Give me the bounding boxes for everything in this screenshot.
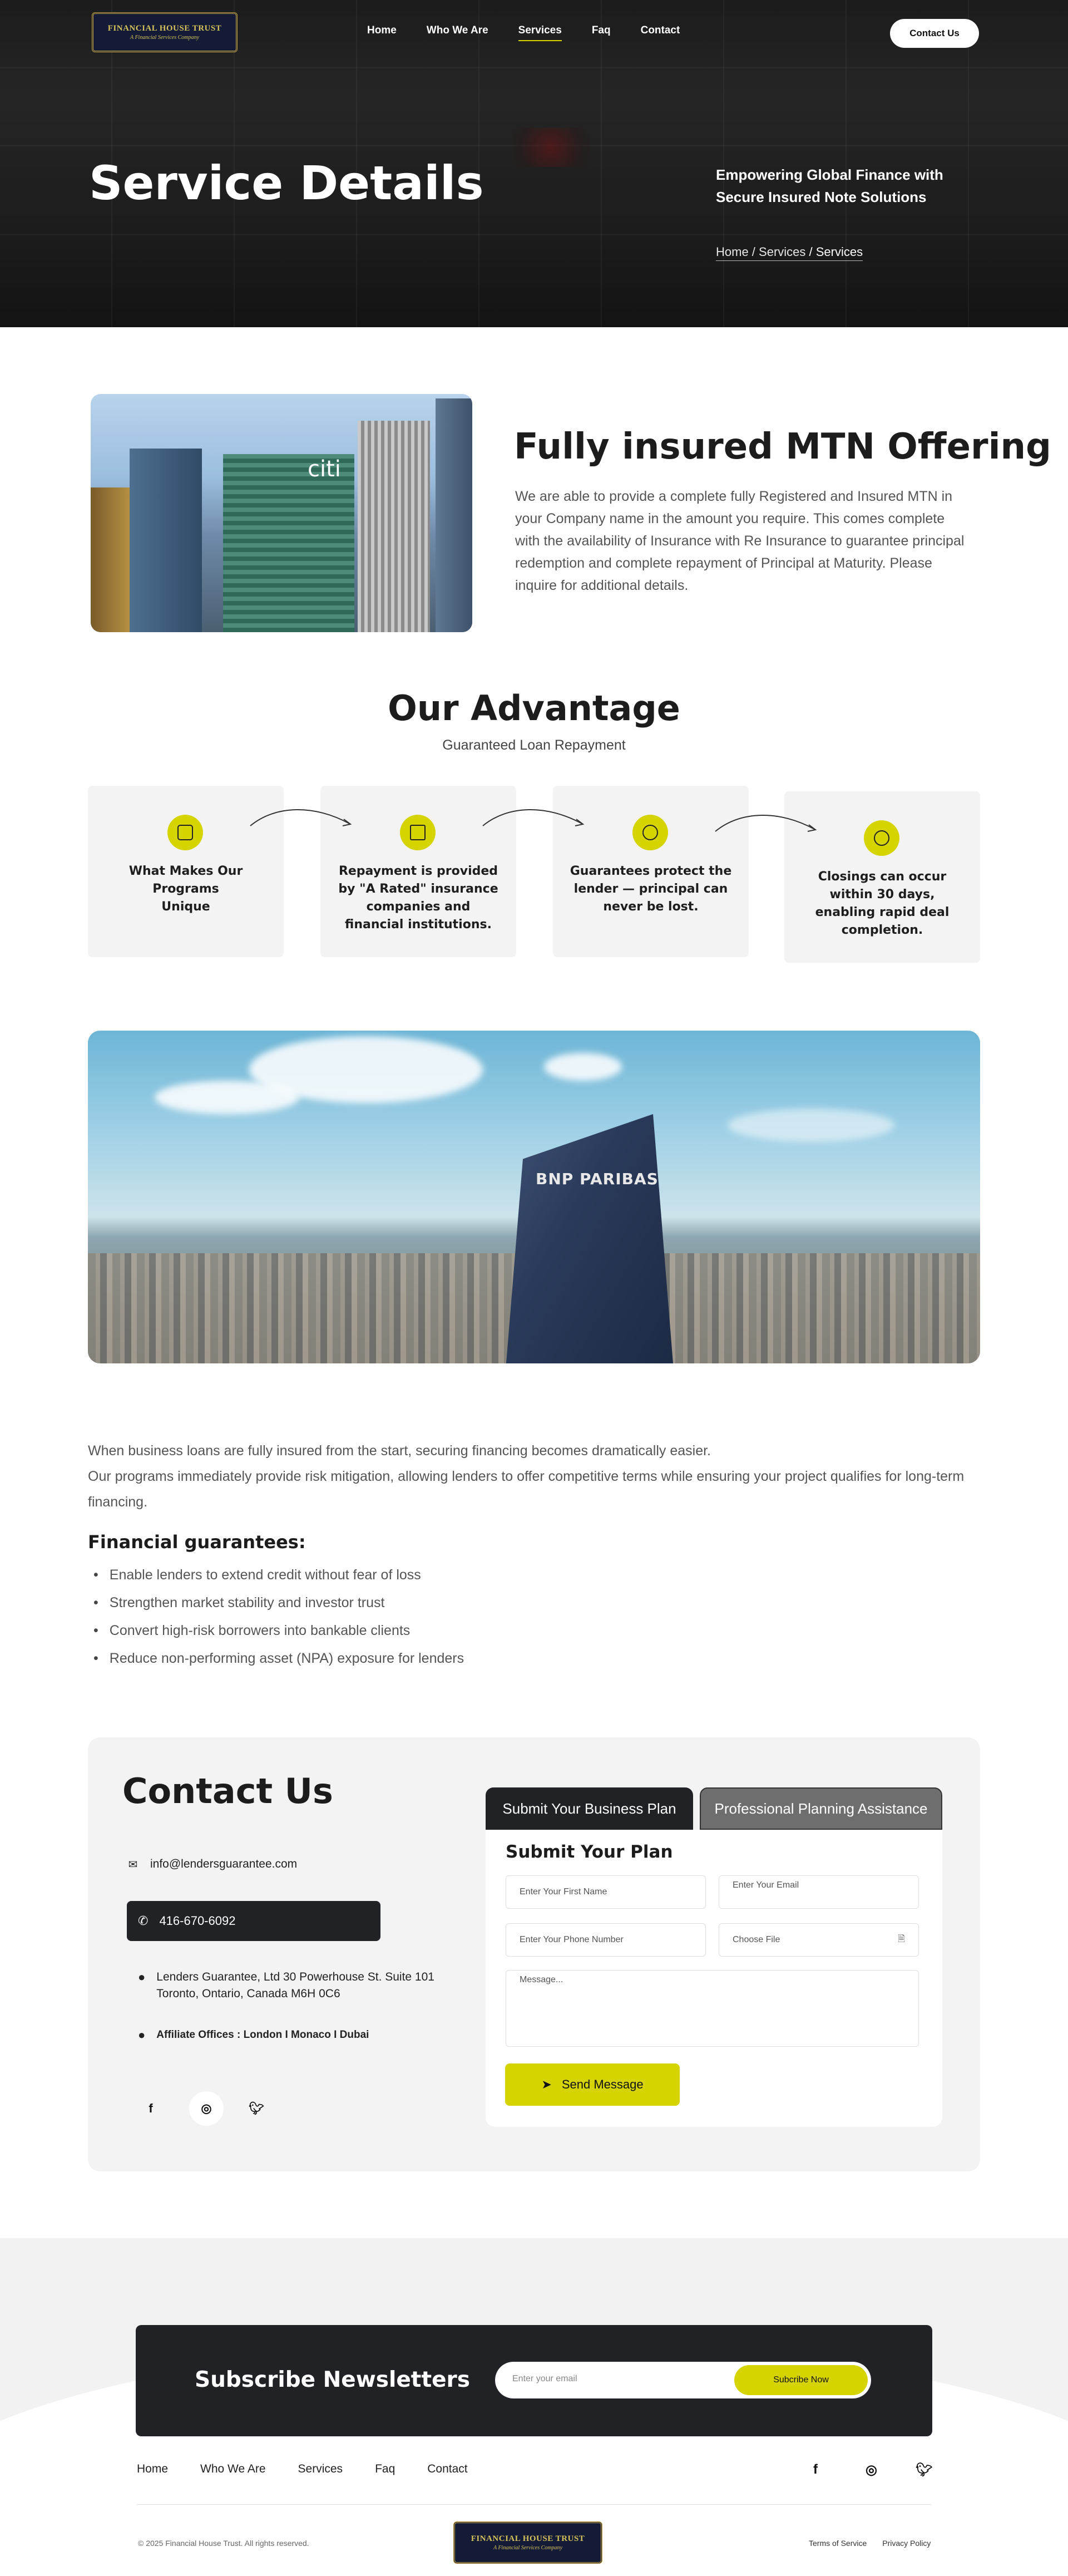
file-icon: 🗎︎ bbox=[898, 1934, 905, 1944]
subscribe-button[interactable]: Subcribe Now bbox=[734, 2365, 868, 2395]
contact-email[interactable] bbox=[127, 1858, 297, 1871]
email-field[interactable]: Enter Your Email bbox=[719, 1875, 919, 1909]
list-item: • Enable lenders to extend credit without fear of loss bbox=[93, 1561, 464, 1589]
bnp-paribas-banner-image bbox=[88, 1031, 980, 1363]
privacy-link[interactable]: Privacy Policy bbox=[882, 2539, 931, 2548]
mail-icon: ✉ bbox=[128, 1858, 138, 1871]
clock-icon bbox=[864, 820, 899, 856]
details-line-2: Our programs immediately provide risk mitigation, allowing lenders to offer competitive terms while ensuring your project qualifies for long-term financing. bbox=[88, 1469, 965, 1510]
list-item: • Convert high-risk borrowers into bankable clients bbox=[93, 1617, 464, 1644]
footer-nav-who-we-are[interactable]: Who We Are bbox=[200, 2462, 266, 2475]
list-item: • Reduce non-performing asset (NPA) exposure for lenders bbox=[93, 1644, 464, 1672]
offering-title: Fully insured MTN Offering bbox=[514, 426, 1051, 467]
hero-tagline: Empowering Global Finance with Secure Insured Note Solutions bbox=[716, 166, 943, 205]
send-label: Send Message bbox=[561, 2077, 644, 2091]
bnp-sign: BNP PARIBAS bbox=[536, 1170, 659, 1188]
instagram-icon[interactable]: ◎ bbox=[189, 2091, 224, 2126]
breadcrumb-current: Services bbox=[816, 245, 863, 261]
contact-address bbox=[138, 1969, 449, 2002]
footer-nav bbox=[137, 2462, 500, 2476]
phone-field[interactable]: Enter Your Phone Number bbox=[506, 1923, 706, 1957]
city-skyline-image bbox=[91, 394, 472, 632]
contact-us-button[interactable]: Contact Us bbox=[890, 19, 979, 48]
chart-icon bbox=[400, 815, 436, 850]
advantage-card-text: Repayment is provided by "A Rated" insurance companies and financial institutions. bbox=[338, 864, 498, 932]
affiliate-value: London I Monaco I Dubai bbox=[243, 2029, 369, 2041]
breadcrumb bbox=[716, 245, 863, 259]
footer-nav-faq[interactable]: Faq bbox=[375, 2462, 395, 2475]
advantage-card-text: Closings can occur within 30 days, enabling rapid deal completion. bbox=[815, 870, 950, 937]
affiliate-label: Affiliate Offices : bbox=[156, 2029, 241, 2041]
connector-arrow-icon bbox=[713, 807, 819, 840]
breadcrumb-services[interactable]: Services bbox=[759, 245, 805, 261]
breadcrumb-sep-2: / bbox=[805, 245, 815, 261]
location-pin-icon: ● bbox=[138, 1970, 146, 1984]
footer-twitter-icon[interactable]: 🐦︎ bbox=[916, 2462, 933, 2478]
file-field[interactable] bbox=[719, 1923, 919, 1957]
legal-links bbox=[809, 2539, 931, 2548]
advantage-card-text: Guarantees protect the lender — principal can never be lost. bbox=[570, 864, 732, 914]
tab-submit-business-plan[interactable]: Submit Your Business Plan bbox=[486, 1787, 693, 1830]
logo-name: FINANCIAL HOUSE TRUST bbox=[107, 24, 222, 33]
affiliate-offices bbox=[138, 2028, 369, 2042]
details-line-1: When business loans are fully insured from the start, securing financing becomes dramatically easier. bbox=[88, 1443, 711, 1459]
location-pin-icon: ● bbox=[138, 2028, 146, 2042]
nav-faq[interactable]: Faq bbox=[591, 24, 611, 36]
connector-arrow-icon bbox=[248, 801, 354, 835]
breadcrumb-sep: / bbox=[749, 245, 759, 261]
copyright: © 2025 Financial House Trust. All rights reserved. bbox=[138, 2539, 309, 2548]
message-field[interactable]: Message... bbox=[506, 1970, 919, 2047]
contact-title: Contact Us bbox=[122, 1771, 333, 1811]
send-icon: ➤ bbox=[541, 2077, 552, 2091]
logo-name: FINANCIAL HOUSE TRUST bbox=[471, 2534, 585, 2543]
guarantees-list bbox=[93, 1561, 464, 1672]
footer-instagram-icon[interactable]: ◎ bbox=[866, 2462, 877, 2478]
newsletter-title: Subscribe Newsletters bbox=[195, 2367, 470, 2392]
citi-sign: citi bbox=[308, 456, 341, 482]
first-name-field[interactable]: Enter Your First Name bbox=[506, 1875, 706, 1909]
nav-services[interactable]: Services bbox=[518, 24, 562, 41]
hero-section bbox=[0, 0, 1068, 327]
main-nav bbox=[367, 24, 710, 41]
address-line-2: Toronto, Ontario, Canada M6H 0C6 bbox=[156, 1987, 340, 2000]
advantage-card-text: What Makes Our Programs Unique bbox=[128, 864, 243, 914]
guarantees-title: Financial guarantees: bbox=[88, 1531, 306, 1553]
monitor-icon bbox=[167, 815, 203, 850]
footer-nav-home[interactable]: Home bbox=[137, 2462, 169, 2475]
logo-tagline: A Financial Services Company bbox=[493, 2545, 562, 2551]
nav-who-we-are[interactable]: Who We Are bbox=[426, 24, 488, 36]
advantage-title: Our Advantage bbox=[388, 688, 680, 728]
phone-icon: ✆ bbox=[138, 1914, 149, 1928]
list-item: • Strengthen market stability and investor trust bbox=[93, 1589, 464, 1617]
contact-phone[interactable] bbox=[127, 1901, 380, 1941]
breadcrumb-home[interactable]: Home bbox=[716, 245, 749, 261]
logo-tagline: A Financial Services Company bbox=[130, 35, 199, 41]
nav-home[interactable]: Home bbox=[367, 24, 397, 36]
facebook-icon[interactable]: f bbox=[149, 2101, 153, 2115]
check-icon bbox=[632, 815, 668, 850]
page-title: Service Details bbox=[89, 156, 484, 210]
newsletter-placeholder: Enter your email bbox=[512, 2374, 577, 2383]
email-text: info@lendersguarantee.com bbox=[150, 1858, 298, 1870]
footer-nav-services[interactable]: Services bbox=[298, 2462, 343, 2475]
footer-nav-contact[interactable]: Contact bbox=[427, 2462, 468, 2475]
header-logo[interactable] bbox=[92, 12, 238, 52]
terms-link[interactable]: Terms of Service bbox=[809, 2539, 867, 2548]
address-line-1: Lenders Guarantee, Ltd 30 Powerhouse St. Suite 101 bbox=[156, 1971, 434, 1983]
nav-contact[interactable]: Contact bbox=[640, 24, 680, 36]
file-field-label: Choose File bbox=[733, 1935, 780, 1944]
connector-arrow-icon bbox=[481, 801, 586, 835]
advantage-subtitle: Guaranteed Loan Repayment bbox=[442, 737, 626, 753]
offering-text: We are able to provide a complete fully Registered and Insured MTN in your Company name in the amount you require. This comes complete with the availability of Insurance with Re Insurance to guarantee principal redemption and complete repayment of Principal at Maturity. Please inquire for additional details. bbox=[515, 489, 965, 593]
tab-professional-planning[interactable]: Professional Planning Assistance bbox=[700, 1787, 942, 1830]
footer-logo[interactable] bbox=[453, 2521, 602, 2564]
footer-facebook-icon[interactable]: f bbox=[813, 2462, 818, 2477]
phone-text: 416-670-6092 bbox=[159, 1914, 236, 1928]
twitter-icon[interactable]: 🐦︎ bbox=[249, 2101, 264, 2115]
form-title: Submit Your Plan bbox=[506, 1842, 673, 1862]
send-message-button[interactable] bbox=[505, 2063, 680, 2106]
footer-divider bbox=[137, 2504, 931, 2505]
details-text bbox=[88, 1438, 980, 1515]
